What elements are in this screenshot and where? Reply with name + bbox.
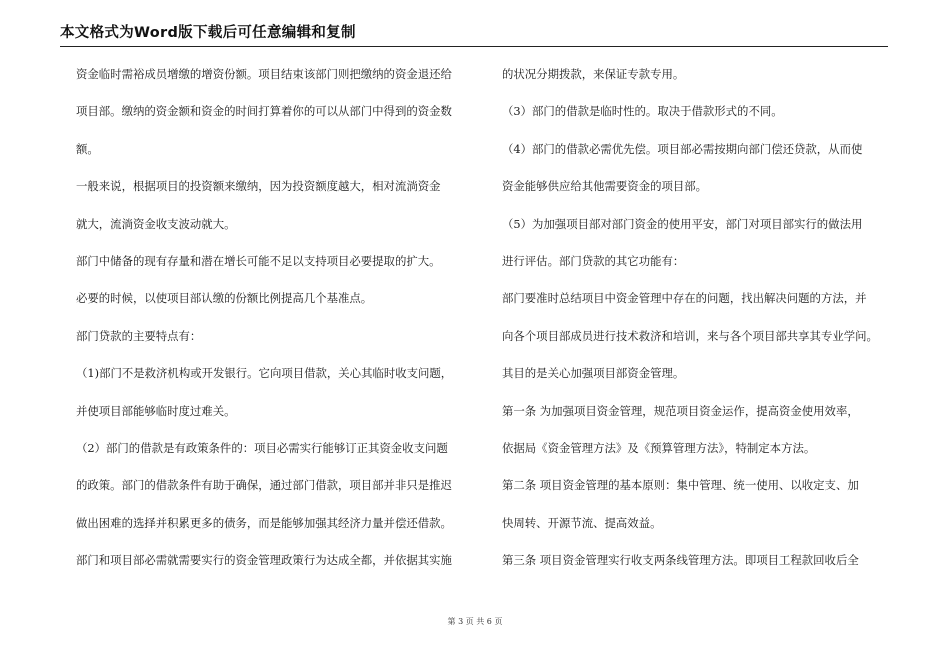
text-line: 第三条 项目资金管理实行收支两条线管理方法。即项目工程款回收后全 bbox=[502, 553, 859, 568]
text-line: 部门中储备的现有存量和潜在增长可能不足以支持项目必要提取的扩大。 bbox=[76, 253, 441, 268]
text-line: 额。 bbox=[76, 141, 99, 156]
text-line: 的状况分期拨款，来保证专款专用。 bbox=[502, 67, 685, 81]
text-line: 资金临时需裕成员增缴的增资份额。项目结束该部门则把缴纳的资金退还给 bbox=[76, 67, 452, 81]
text-line: （5）为加强项目部对部门资金的使用平安，部门对项目部实行的做法用 bbox=[502, 216, 863, 231]
text-line: 向各个项目部成员进行技术救济和培训，来与各个项目部共享其专业学问。 bbox=[502, 328, 878, 343]
left-text-column bbox=[76, 61, 470, 584]
text-line: 第二条 项目资金管理的基本原则：集中管理、统一使用、以收定支、加 bbox=[502, 478, 859, 493]
page-number: 第 3 页 共 6 页 bbox=[447, 617, 503, 626]
page-header bbox=[60, 18, 888, 47]
text-line: （2）部门的借款是有政策条件的：项目必需实行能够订正其资金收支问题 bbox=[76, 440, 448, 455]
text-line: 第一条 为加强项目资金管理，规范项目资金运作，提高资金使用效率， bbox=[502, 403, 859, 418]
header-title: 本文格式为Word版下载后可任意编辑和复制 bbox=[60, 25, 356, 41]
text-line: 部门和项目部必需就需要实行的资金管理政策行为达成全都，并依据其实施 bbox=[76, 553, 452, 568]
text-line: 快周转、开源节流、提高效益。 bbox=[502, 515, 662, 530]
text-line: （4）部门的借款必需优先偿。项目部必需按期向部门偿还贷款，从而使 bbox=[502, 141, 863, 156]
text-line: （1)部门不是救济机构或开发银行。它向项目借款，关心其临时收支问题， bbox=[76, 366, 453, 381]
text-line: 资金能够供应给其他需要资金的项目部。 bbox=[502, 179, 708, 194]
text-line: 依据局《资金管理方法》及《预算管理方法》，特制定本方法。 bbox=[502, 440, 816, 455]
text-line: 并使项目部能够临时度过难关。 bbox=[76, 403, 236, 418]
text-line: 就大，流淌资金收支波动就大。 bbox=[76, 216, 236, 231]
text-line: （3）部门的借款是临时性的。取决于借款形式的不同。 bbox=[502, 104, 783, 119]
text-line: 必要的时候，以使项目部认缴的份额比例提高几个基准点。 bbox=[76, 291, 373, 306]
text-line: 一般来说，根据项目的投资额来缴纳，因为投资额度越大，相对流淌资金 bbox=[76, 179, 441, 194]
text-line: 部门贷款的主要特点有： bbox=[76, 328, 202, 343]
text-line: 其目的是关心加强项目部资金管理。 bbox=[502, 366, 685, 381]
text-line: 的政策。部门的借款条件有助于确保，通过部门借款，项目部并非只是推迟 bbox=[76, 478, 452, 493]
text-line: 做出困难的选择并积累更多的债务，而是能够加强其经济力量并偿还借款。 bbox=[76, 515, 452, 530]
right-text-column bbox=[502, 61, 896, 584]
text-line: 部门要准时总结项目中资金管理中存在的问题，找出解决问题的方法，并 bbox=[502, 291, 867, 306]
text-line: 项目部。缴纳的资金额和资金的时间打算着你的可以从部门中得到的资金数 bbox=[76, 104, 452, 119]
text-line: 进行评估。部门贷款的其它功能有： bbox=[502, 253, 685, 268]
